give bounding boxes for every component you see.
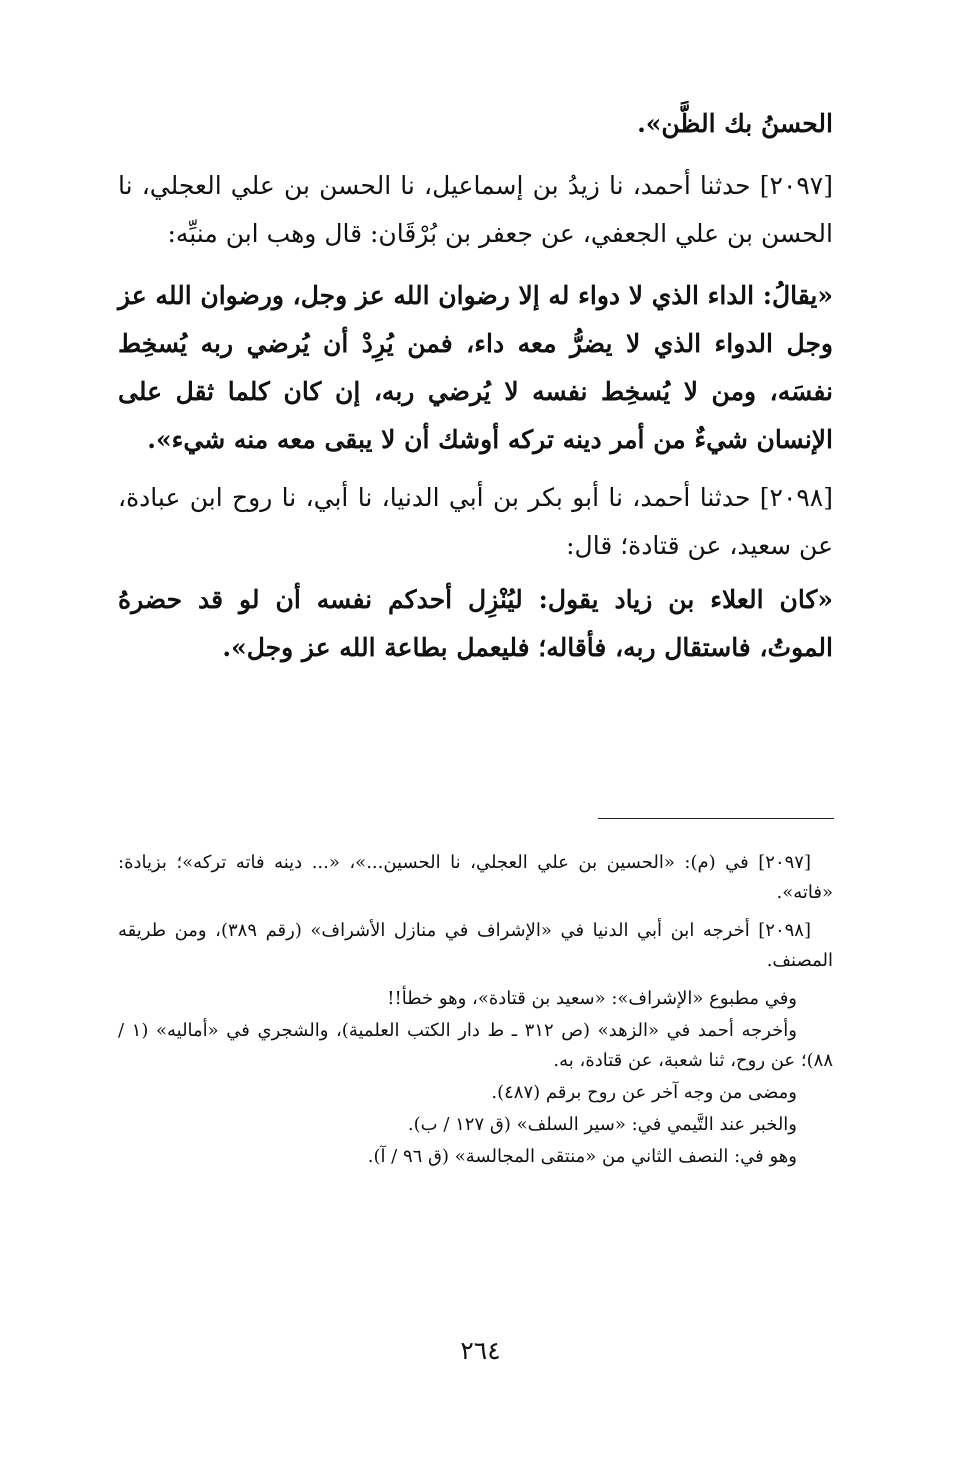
main-text: [118, 100, 833, 672]
footnote-2098-note-4: والخبر عند التَّيمي في: «سير السلف» (ق ١٢٧ / ب).: [407, 1114, 797, 1135]
footnotes: [118, 848, 833, 1174]
footnote-2098-note-3: ومضى من وجه آخر عن روح برقم (٤٨٧).: [491, 1082, 797, 1103]
continuation-line: الحسنُ بك الظَّن».: [637, 109, 833, 138]
page-number: ٢٦٤: [460, 1336, 501, 1365]
hadith-2097-text: «يقالُ: الداء الذي لا دواء له إلا رضوان الله عز وجل، ورضوان الله عز وجل الدواء الذي لا يضرُّ معه داء، فمن يُرِدْ أن يُرضي ربه يُسخِط نفسَه، ومن لا يُسخِط نفسه لا يُرضي ربه، إن كان كلما ثقل على الإنسان شيءٌ من أمر دينه تركه أوشك أن لا يبقى معه منه شيء».: [118, 281, 833, 454]
footnote-2097: [٢٠٩٧] في (م): «الحسين بن علي العجلي، نا الحسين...»، «... دينه فاته تركه»؛ بزيادة: «فاته».: [118, 852, 833, 903]
footnote-2098-note-1: وفي مطبوع «الإشراف»: «سعيد بن قتادة»، وهو خطأ!!: [387, 988, 797, 1009]
hadith-2098-isnad: [٢٠٩٨] حدثنا أحمد، نا أبو بكر بن أبي الدنيا، نا أبي، نا روح ابن عبادة، عن سعيد، عن قتادة؛ قال:: [118, 483, 833, 560]
footnote-2098: [٢٠٩٨] أخرجه ابن أبي الدنيا في «الإشراف في منازل الأشراف» (رقم ٣٨٩)، ومن طريقه المصنف.: [118, 920, 833, 971]
footnote-2098-note-2: وأخرجه أحمد في «الزهد» (ص ٣١٢ ـ ط دار الكتب العلمية)، والشجري في «أماليه» (١ / ٨٨)؛ عن روح، ثنا شعبة، عن قتادة، به.: [118, 1020, 833, 1071]
footnote-separator: [598, 818, 834, 819]
hadith-2097-isnad: [٢٠٩٧] حدثنا أحمد، نا زيدُ بن إسماعيل، نا الحسن بن علي العجلي، نا الحسن بن علي الجعفي، عن جعفر بن بُرْقَان: قال وهب ابن منبِّه:: [118, 171, 833, 248]
hadith-2098-text: «كان العلاء بن زياد يقول: ليُنْزِل أحدكم نفسه أن لو قد حضرهُ الموتُ، فاستقال ربه، فأقاله؛ فليعمل بطاعة الله عز وجل».: [118, 585, 833, 662]
footnote-2098-note-5: وهو في: النصف الثاني من «منتقى المجالسة» (ق ٩٦ / آ).: [367, 1146, 797, 1167]
